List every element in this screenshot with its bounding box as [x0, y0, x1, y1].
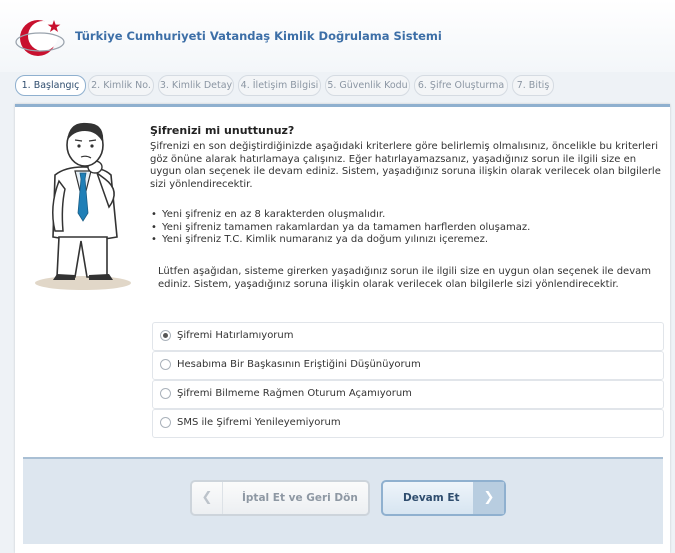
page-heading: Şifrenizi mi unuttunuz?: [150, 124, 295, 137]
continue-button-label: Devam Et: [403, 492, 460, 504]
choose-option-text: Lütfen aşağıdan, sisteme girerken yaşadığınız sorun ile ilgili size en uygun olan seçenek ile devam ediniz. Sistem, yaşadığınız soruna ilişkin olarak verilecek olan bilgilerle sizi yönlendirecektir.: [158, 266, 651, 290]
cancel-button[interactable]: [190, 480, 370, 516]
step-kimlik-detay[interactable]: 3. Kimlik Detay: [158, 75, 234, 96]
thinking-man-illustration: [25, 117, 135, 292]
step-sifre-olusturma[interactable]: 6. Şifre Oluşturma: [414, 75, 508, 96]
continue-button[interactable]: [381, 480, 506, 516]
option-account-compromised[interactable]: [152, 351, 664, 380]
rule-item: • Yeni şifreniz en az 8 karakterden oluşmalıdır.: [150, 209, 665, 222]
step-kimlik-no[interactable]: 2. Kimlik No.: [88, 75, 154, 96]
radio-button[interactable]: [160, 388, 171, 399]
rule-item: • Yeni şifreniz tamamen rakamlardan ya da tamamen harflerden oluşamaz.: [150, 222, 665, 235]
option-label: Hesabıma Bir Başkasının Eriştiğini Düşünüyorum: [177, 359, 421, 370]
app-header: [0, 0, 675, 72]
step-baslangic[interactable]: 1. Başlangıç: [15, 75, 86, 96]
option-label: Şifremi Hatırlamıyorum: [177, 330, 294, 341]
option-label: Şifremi Bilmeme Rağmen Oturum Açamıyorum: [177, 388, 412, 399]
radio-button[interactable]: [160, 330, 171, 341]
option-label: SMS ile Şifremi Yenileyemiyorum: [177, 417, 341, 428]
step-guvenlik-kodu[interactable]: 5. Güvenlik Kodu: [325, 75, 410, 96]
radio-button[interactable]: [160, 359, 171, 370]
option-forgot-password[interactable]: [152, 322, 664, 351]
chevron-left-icon: ❮: [201, 490, 213, 505]
intro-text: Şifrenizi en son değiştirdiğinizde aşağıdaki kriterlere göre belirlemiş olmalısınız, öncelikle bu kriterleri göz önüne alarak hatırlamaya çalışınız. Eğer hatırlayamazsanız, yaşadığınız sorun ile ilgili size en uygun olan seçenek ile devam ediniz. Sistem, yaşadığınız soruna ilişkin olarak verilecek olan bilgilerle sizi yönlendirecektir.: [150, 141, 661, 191]
app-title: Türkiye Cumhuriyeti Vatandaş Kimlik Doğrulama Sistemi: [75, 29, 442, 43]
crescent-star-logo: [14, 14, 66, 58]
radio-button[interactable]: [160, 417, 171, 428]
step-iletisim-bilgisi[interactable]: 4. İletişim Bilgisi: [238, 75, 321, 96]
cancel-button-label: İptal Et ve Geri Dön: [242, 492, 358, 504]
password-rules: [150, 209, 665, 247]
option-cannot-login[interactable]: [152, 380, 664, 409]
step-bitis[interactable]: 7. Bitiş: [512, 75, 554, 96]
chevron-right-icon: ❯: [483, 490, 495, 505]
option-sms-reset-failed[interactable]: [152, 409, 664, 438]
rule-item: • Yeni şifreniz T.C. Kimlik numaranız ya da doğum yılınızı içeremez.: [150, 234, 665, 247]
